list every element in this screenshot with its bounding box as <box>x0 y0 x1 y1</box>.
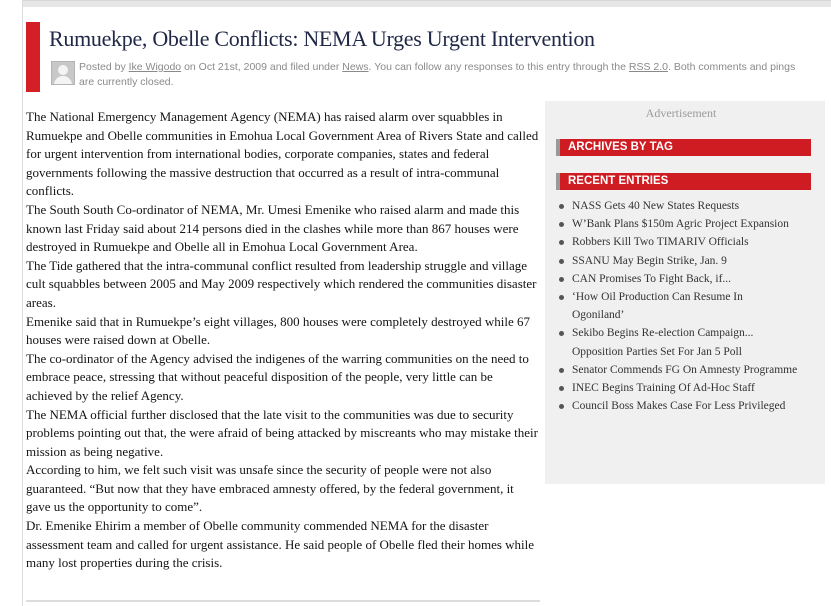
avatar-placeholder-icon <box>51 61 75 85</box>
top-border <box>22 0 831 7</box>
article-paragraph: Dr. Emenike Ehirim a member of Obelle community commended NEMA for the disaster assessment team and called for urgent assistance. He said people of Obelle fled their homes while many lost properties during the crisis. <box>26 518 535 571</box>
bullet-icon <box>559 368 564 373</box>
recent-entries-heading <box>556 173 811 190</box>
bullet-icon <box>559 386 564 391</box>
recent-entry-link[interactable]: INEC Begins Training Of Ad-Hoc Staff <box>572 382 755 395</box>
meta-closed-text: . Both comments and pings are currently closed. <box>79 61 796 88</box>
recent-entries-heading-label: RECENT ENTRIES <box>568 175 669 187</box>
article-paragraph: The NEMA official further disclosed that the late visit to the communities was due to security problems pointing out that, the were afraid of being attacked by miscreants who may mistake their mission as being negative. <box>26 406 538 459</box>
article-paragraph: The South South Co-ordinator of NEMA, Mr. Umesi Emenike who raised alarm and made this known last Friday said about 214 persons died in the clashes while more than 867 houses were destroyed in Rumuekpe and Obelle all in Emohua Local Government Area. <box>26 201 520 255</box>
bottom-divider <box>26 600 540 602</box>
meta-date: on Oct 21st, 2009 and filed under <box>184 61 340 73</box>
category-link[interactable]: News <box>342 61 369 73</box>
recent-entry <box>558 233 798 251</box>
recent-entry-link[interactable]: SSANU May Begin Strike, Jan. 9 <box>572 254 727 267</box>
recent-entry-link[interactable]: W’Bank Plans $150m Agric Project Expansion <box>572 218 789 231</box>
article-body <box>26 108 540 573</box>
page-left-edge <box>22 0 23 606</box>
article-paragraph: Emenike said that in Rumuekpe’s eight villages, 800 houses were completely destroyed while 67 houses were raised down at Obelle. <box>26 313 530 348</box>
meta-follow-text: . You can follow any responses to this entry through the <box>368 61 626 73</box>
bullet-icon <box>559 222 564 227</box>
recent-entry <box>558 324 798 360</box>
article-paragraph: The Tide gathered that the intra-communal conflict resulted from leadership struggle and village cult squabbles between 2005 and May 2009 respectively which rendered the communities disaster areas. <box>26 257 537 310</box>
bullet-icon <box>559 240 564 245</box>
recent-entry-link[interactable]: NASS Gets 40 New States Requests <box>572 200 740 212</box>
post-title: Rumuekpe, Obelle Conflicts: NEMA Urges Urgent Intervention <box>49 26 595 51</box>
advertisement-label: Advertisement <box>645 106 717 120</box>
recent-entry-link[interactable]: Robbers Kill Two TIMARIV Officials <box>572 236 749 249</box>
bullet-icon <box>559 404 564 409</box>
article-paragraph: The co-ordinator of the Agency advised the indigenes of the warring communities on the need to embrace peace, stressing that without peaceful disposition of the people, very little can be achieved by the relief Agency. <box>26 350 529 403</box>
bullet-icon <box>559 204 564 209</box>
recent-entries-list <box>558 197 798 415</box>
recent-entry <box>558 361 798 379</box>
archives-heading-label: ARCHIVES BY TAG <box>568 141 674 153</box>
recent-entry <box>558 397 798 415</box>
recent-entry-link[interactable]: ‘How Oil Production Can Resume In Ogoniland’ <box>572 291 743 322</box>
article-paragraph: The National Emergency Management Agency (NEMA) has raised alarm over squabbles in Rumuekpe and Obelle communities in Emohua Local Government Area of Rivers State and called for urgent intervention from international bodies, corporate companies, states and federal governments following the massive destruction that occurred as a result of intra-communal conflicts. <box>26 109 539 199</box>
author-link[interactable]: Ike Wigodo <box>128 61 182 73</box>
archives-heading[interactable] <box>556 139 811 156</box>
recent-entry <box>558 270 798 288</box>
bullet-icon <box>559 295 564 300</box>
meta-posted-by: Posted by <box>79 61 126 73</box>
bullet-icon <box>559 331 564 336</box>
rss-link[interactable]: RSS 2.0 <box>628 61 668 73</box>
recent-entry-link[interactable]: Sekibo Begins Re-election Campaign... Opposition Parties Set For Jan 5 Poll <box>572 327 754 358</box>
article-paragraph: According to him, we felt such visit was unsafe since the security of people were not also guaranteed. “But now that they have embraced amnesty offered, by the federal government, it gave us the opportunity to come”. <box>26 462 514 515</box>
sidebar <box>545 101 825 484</box>
recent-entry <box>558 215 798 233</box>
recent-entry-link[interactable]: Council Boss Makes Case For Less Privileged <box>572 400 786 413</box>
recent-entry-link[interactable]: Senator Commends FG On Amnesty Programme <box>572 363 798 376</box>
recent-entry-link[interactable]: CAN Promises To Fight Back, if... <box>572 272 732 285</box>
bullet-icon <box>559 277 564 282</box>
title-accent-bar <box>26 22 40 92</box>
post-meta <box>79 60 809 90</box>
bullet-icon <box>559 259 564 264</box>
recent-entry <box>558 379 798 397</box>
recent-entry <box>558 288 798 324</box>
recent-entry <box>558 252 798 270</box>
recent-entry <box>558 197 798 215</box>
